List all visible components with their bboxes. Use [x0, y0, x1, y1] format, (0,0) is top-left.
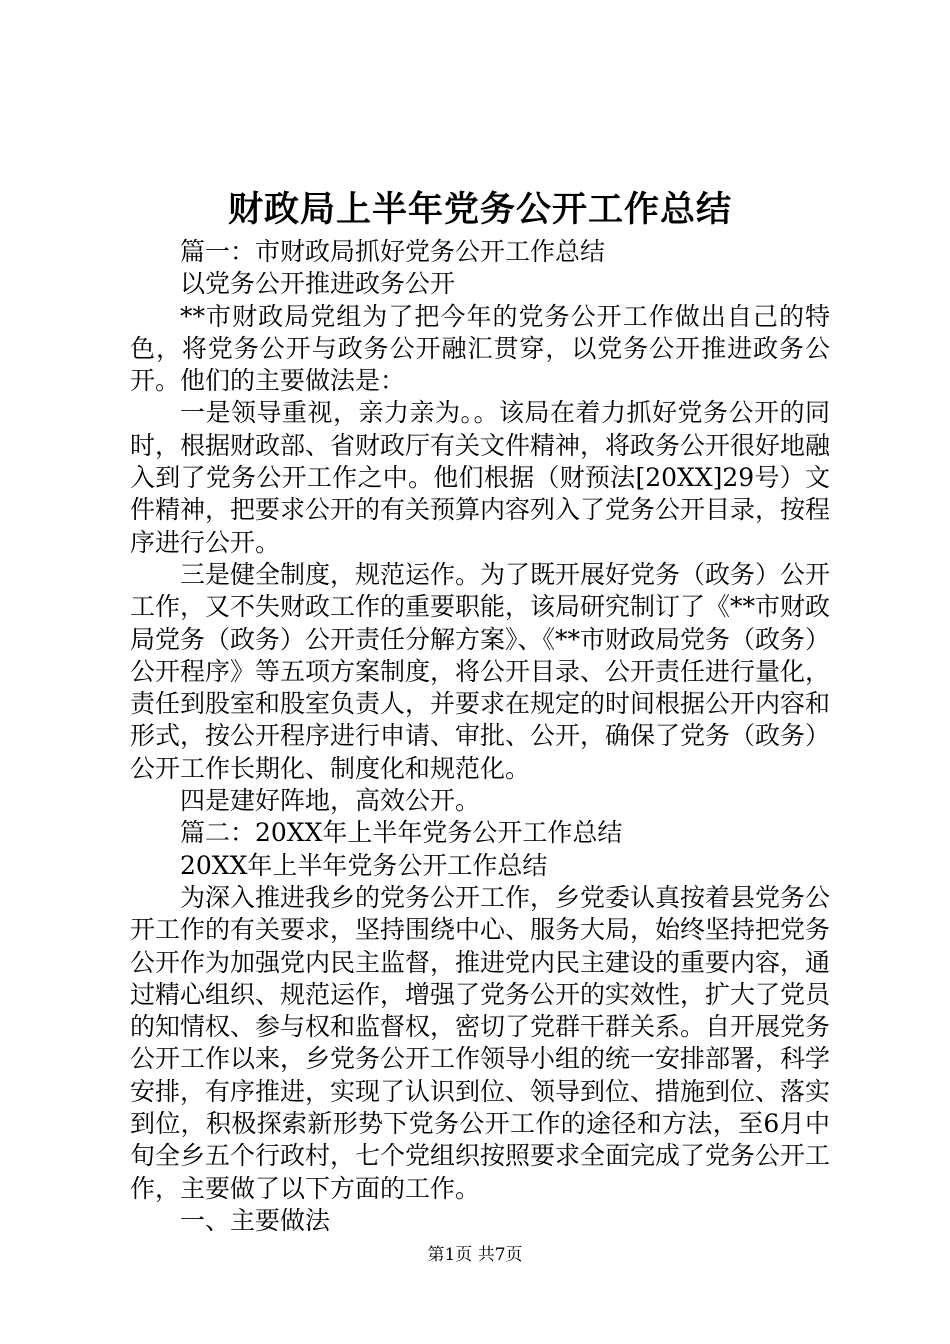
- paragraph: 四是建好阵地，高效公开。: [180, 786, 481, 816]
- document-body: [130, 236, 830, 1237]
- paragraph-subtitle-2: 20XX年上半年党务公开工作总结: [180, 850, 548, 880]
- document-title: 财政局上半年党务公开工作总结: [227, 189, 732, 230]
- paragraph-subtitle-1: 以党务公开推进政务公开: [180, 269, 456, 299]
- paragraph-subheading: 一、主要做法: [180, 1205, 331, 1235]
- paragraph: 为深入推进我乡的党务公开工作，乡党委认真按着县党务公开工作的有关要求，坚持围绕中心、服务大局，始终坚持把党务公开作为加强党内民主监督，推进党内民主建设的重要内容，通过精心组织、规范运作，增强了党务公开的实效性，扩大了党员的知情权、参与权和监督权，密切了党群干群关系。自开展党务公开工作以来，乡党务公开工作领导小组的统一安排部署，科学安排，有序推进，实现了认识到位、领导到位、措施到位、落实到位，积极探索新形势下党务公开工作的途径和方法，至6月中旬全乡五个行政村，七个党组织按照要求全面完成了党务公开工作，主要做了以下方面的工作。: [130, 882, 831, 1203]
- page-number: 第1页 共7页: [427, 1245, 523, 1265]
- paragraph: **市财政局党组为了把今年的党务公开工作做出自己的特色，将党务公开与政务公开融汇贯穿，以党务公开推进政务公开。他们的主要做法是：: [130, 301, 830, 396]
- paragraph-section-heading-2: 篇二：20XX年上半年党务公开工作总结: [180, 818, 623, 848]
- paragraph: 一是领导重视，亲力亲为。。该局在着力抓好党务公开的同时，根据财政部、省财政厅有关文件精神，将政务公开很好地融入到了党务公开工作之中。他们根据（财预法[20XX]29号）文件精神，把要求公开的有关预算内容列入了党务公开目录，按程序进行公开。: [130, 398, 831, 557]
- paragraph: 三是健全制度，规范运作。为了既开展好党务（政务）公开工作，又不失财政工作的重要职能，该局研究制订了《**市财政局党务（政务）公开责任分解方案》、《**市财政局党务（政务）公开程序》等五项方案制度，将公开目录、公开责任进行量化，责任到股室和股室负责人，并要求在规定的时间根据公开内容和形式，按公开程序进行申请、审批、公开，确保了党务（政务）公开工作长期化、制度化和规范化。: [130, 559, 831, 783]
- paragraph-section-heading-1: 篇一：市财政局抓好党务公开工作总结: [180, 237, 606, 266]
